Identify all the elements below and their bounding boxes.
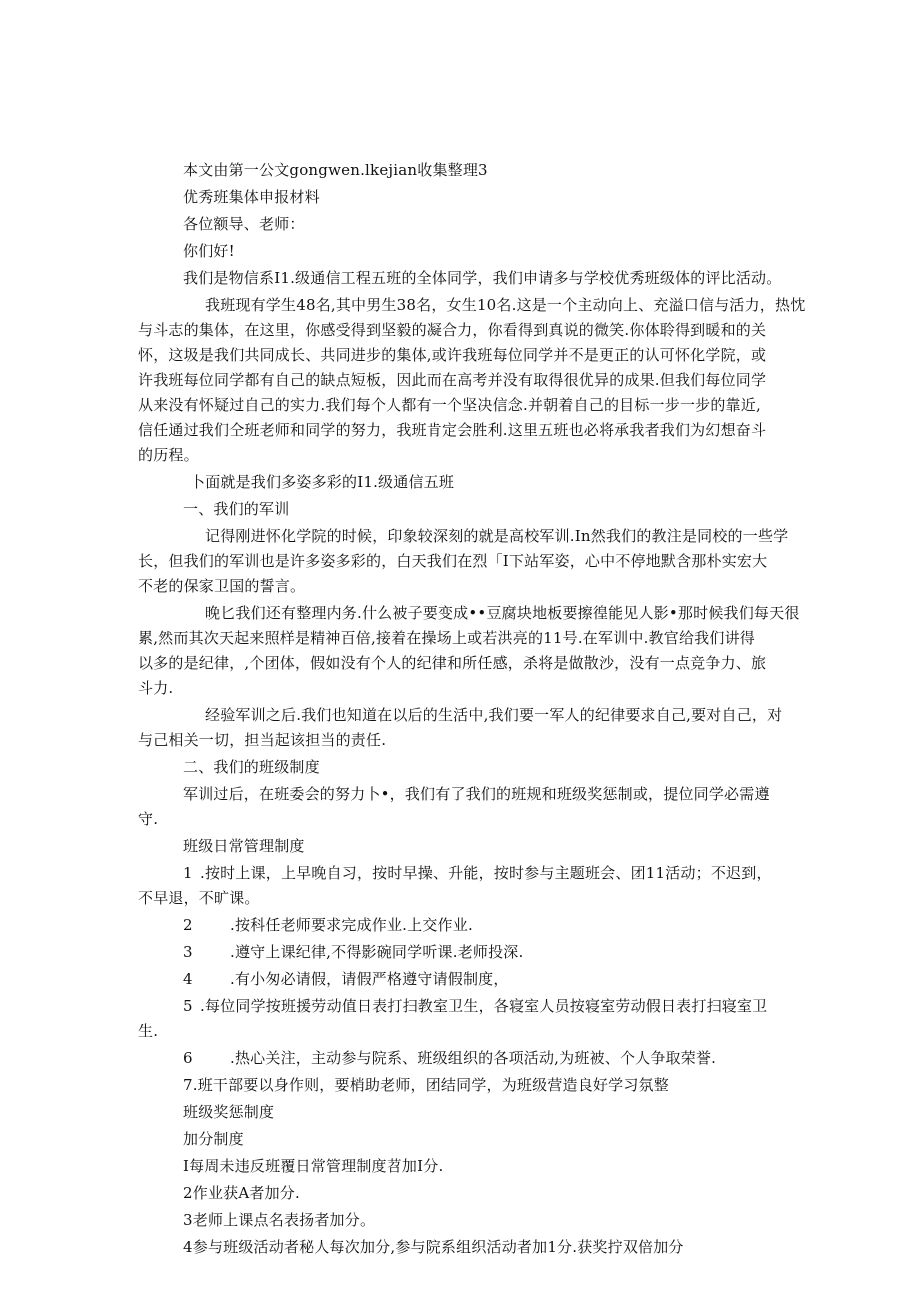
bonus-item: 3老师上课点名表扬者加分。 xyxy=(183,1211,376,1229)
rule-text-continued: 生. xyxy=(138,1022,159,1040)
training-paragraph-line: 长，但我们的军训也是许多姿多彩的，白天我们在烈「I下站军姿，心中不停地默含那朴实宏大 xyxy=(138,552,768,570)
section-heading: 一、我们的军训 xyxy=(183,500,290,518)
rules-title: 班级日常管理制度 xyxy=(183,837,305,855)
intro-paragraph: 我们是物信系I1.级通信工程五班的全体同学，我们申请多与学校优秀班级体的评比活动。 xyxy=(183,269,782,287)
bonus-item: I每周未违反班覆日常管理制度苕加I分. xyxy=(183,1157,444,1175)
rule-text: .按科任老师要求完成作业.上交作业. xyxy=(230,916,473,934)
dorm-paragraph-line: 以多的是纪律，,个团体，假如没有个人的纪律和所任感，杀将是做散沙，没有一点竞争力、旅 xyxy=(138,654,767,672)
dorm-paragraph-line: 晚匕我们还有整理内务.什么被子要变成••豆腐块地板要擦徨能见人影•那时候我们每天很 xyxy=(205,604,800,622)
training-paragraph-line: 记得刚进怀化学院的时候，印象较深刻的就是高校军训.In然我们的教注是同校的一些学 xyxy=(205,527,789,545)
dorm-paragraph-line: 斗力. xyxy=(138,679,174,697)
salutation: 各位额导、老师： xyxy=(183,215,305,233)
dorm-paragraph-line: 累,然而其次天起来照样是精神百倍,接着在操场上或若洪亮的11号.在军训中.教官给我们讲得 xyxy=(138,629,755,647)
class-description-line: 许我班每位同学都有自己的缺点短板，因此而在高考并没有取得很优异的成果.但我们每位同学 xyxy=(138,371,767,389)
experience-paragraph-line: 与己相关一切，担当起该担当的责任. xyxy=(138,731,387,749)
document-title: 优秀班集体申报材料 xyxy=(183,188,320,206)
rule-text: .有小匆必请假，请假严格遵守请假制度， xyxy=(230,970,509,988)
rule-text: .热心关注，主动参与院系、班级组织的各项活动,为班被、个人争取荣誉. xyxy=(230,1049,717,1067)
class-description-line: 怀，这圾是我们共同成长、共同进步的集体,或许我班每位同学并不是更正的认可怀化学院，或 xyxy=(138,346,767,364)
transition-line: 卜面就是我们多姿多彩的I1.级通信五班 xyxy=(190,473,455,491)
class-description-line: 我班现有学生48名,其中男生38名，女生10名.这是一个主动向上、充溢口信与活力，热忱 xyxy=(205,296,806,314)
reward-title: 班级奖惩制度 xyxy=(183,1103,275,1121)
rule-number: 6 xyxy=(183,1049,193,1067)
bonus-item: 2作业获A者加分. xyxy=(183,1184,300,1202)
bonus-title: 加分制度 xyxy=(183,1130,244,1148)
rule-number: 4 xyxy=(183,970,193,988)
rule-text: .遵守上课纪律,不得影碗同学听课.老师投深. xyxy=(230,943,524,961)
rule-text: .按时上课，上早晚自习，按时早操、升能，按时参与主题班会、团11活动；不迟到， xyxy=(200,864,772,882)
bonus-item: 4参与班级活动者秘人每次加分,参与院系组织活动者加1分.获奖拧双倍加分 xyxy=(183,1238,684,1256)
rule-number: 3 xyxy=(183,943,193,961)
class-description-line: 与斗志的集体，在这里，你感受得到坚毅的凝合力，你看得到真说的微笑.你体聆得到暖和的关 xyxy=(138,321,767,339)
experience-paragraph-line: 经验军训之后.我们也知道在以后的生活中,我们要一军人的纪律要求自己,要对自己，对 xyxy=(205,706,783,724)
rules-intro-line: 守. xyxy=(138,810,159,828)
header-note: 本文由第一公文gongwen.lkejian收集整理3 xyxy=(183,161,488,179)
class-description-line: 信任通过我们仝班老师和同学的努力，我班肯定会胜利.这里五班也必将承我者我们为幻想奋斗 xyxy=(138,421,767,439)
rule-number: 1 xyxy=(183,864,193,882)
rule-number: 5 xyxy=(183,997,193,1015)
greeting: 你们好! xyxy=(183,242,235,260)
rule-text-continued: 不早退，不旷课。 xyxy=(138,889,260,907)
training-paragraph-line: 不老的保家卫国的誓言。 xyxy=(138,577,306,595)
rules-intro-line: 军训过后，在班委会的努力卜•，我们有了我们的班规和班级奖惩制或，提位同学必需遵 xyxy=(183,785,770,803)
rule-text: .每位同学按班援劳动值日表打扫教室卫生，各寝室人员按寝室劳动假日表打扫寝室卫 xyxy=(200,997,768,1015)
rule-item-seven: 7.班干部要以身作则，要梢助老师，团结同学，为班级营造良好学习氛整 xyxy=(183,1076,669,1094)
section-heading: 二、我们的班级制度 xyxy=(183,758,320,776)
class-description-line: 的历程。 xyxy=(138,446,199,464)
rule-number: 2 xyxy=(183,916,193,934)
class-description-line: 从来没有怀疑过自己的实力.我们每个人都有一个坚决信念.并朝着自己的目标一步一步的靠近, xyxy=(138,396,761,414)
